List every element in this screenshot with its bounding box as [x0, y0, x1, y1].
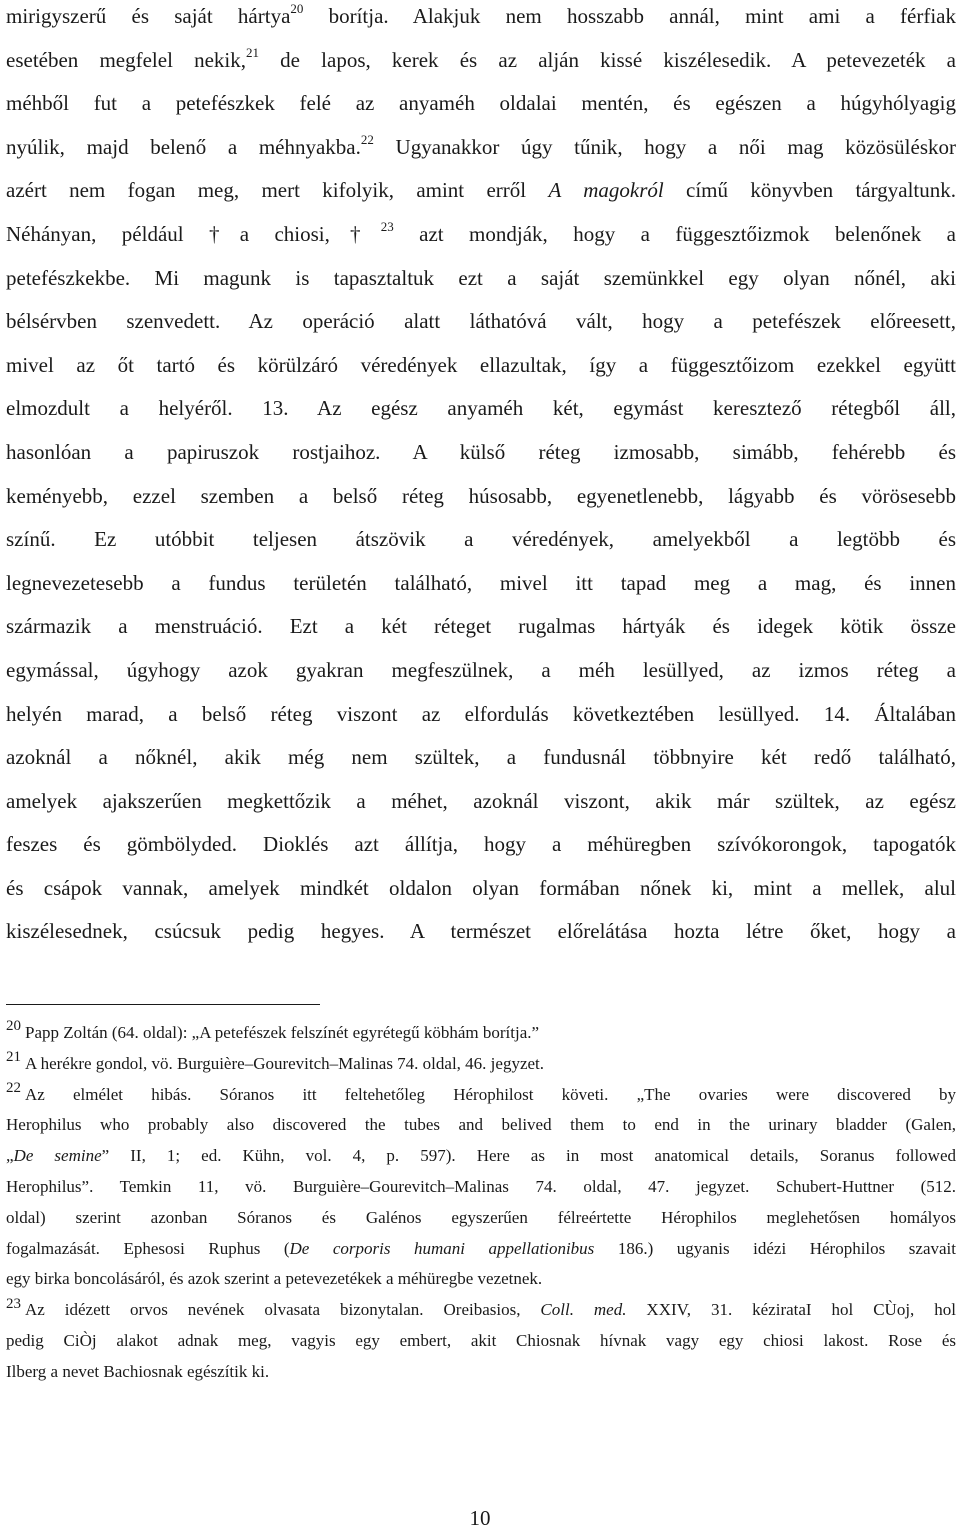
body-line [6, 693, 956, 737]
body-line [6, 605, 956, 649]
text-run: színű. Ez utóbbit teljesen átszövik a véredények, amelyekből a legtöbb és [6, 527, 956, 552]
text-run: Az elmélet hibás. Sóranos itt feltehetőleg Hérophilost követi. „The ovaries were discovered by [25, 1084, 956, 1104]
footnote-22 [6, 1080, 956, 1296]
footnote-line [6, 1203, 956, 1234]
body-line [6, 649, 956, 693]
text-run: A herékre gondol, vö. Burguière–Gourevitch–Malinas 74. oldal, 46. jegyzet. [25, 1053, 545, 1073]
text-run: nyúlik, majd belenő a méhnyakba. [6, 134, 361, 159]
body-line [6, 169, 956, 213]
body-line [6, 300, 956, 344]
text-run: Ilberg a nevet Bachiosnak egészítik ki. [6, 1361, 270, 1381]
footnote-reference: 20 [290, 1, 304, 16]
text-run: bélsérvben szenvedett. Az operáció alatt láthatóvá vált, hogy a petefészek előreesett, [6, 309, 956, 334]
document-page [6, 0, 956, 954]
body-line [6, 910, 956, 954]
body-line [6, 257, 956, 301]
italic-title: Coll. med. [540, 1300, 627, 1320]
footnote-reference: 22 [360, 131, 374, 147]
text-run: XXIV, 31. kézirataI hol CÙoj, hol [626, 1300, 956, 1320]
text-run: című könyvben tárgyaltunk. [663, 178, 956, 203]
footnote-reference: 21 [246, 44, 259, 60]
text-run: de lapos, kerek és az alján kissé kiszélesedik. A petevezeték a [259, 47, 956, 72]
body-line [6, 126, 956, 170]
body-line [6, 82, 956, 126]
text-run: legnevezetesebb a fundus területén található, mivel itt tapad meg a mag, és innen [6, 570, 956, 595]
text-run: elmozdult a helyéről. 13. Az egész anyaméh két, egymást keresztező rétegből áll, [6, 396, 956, 421]
text-run: mirigyszerű és saját hártya [6, 4, 291, 28]
footnote-line [6, 1326, 956, 1357]
text-run: amelyek ajakszerűen megkettőzik a méhet, azoknál viszont, akik már szültek, az egész [6, 788, 956, 813]
footnote-reference: 23 [380, 218, 394, 234]
text-run: azért nem fogan meg, mert kifolyik, amint erről [6, 178, 549, 203]
body-line [6, 0, 956, 39]
text-run: 186.) ugyanis idézi Hérophilos szavait [594, 1238, 956, 1258]
body-line [6, 867, 956, 911]
footnote-line [6, 1172, 956, 1203]
footnote-line [6, 1234, 956, 1265]
text-run: helyén marad, a belső réteg viszont az elfordulás következtében lesüllyed. 14. Általában [6, 701, 956, 726]
footnote-line [6, 1110, 956, 1141]
body-line [6, 213, 956, 257]
main-body-text [6, 0, 956, 954]
body-line [6, 387, 956, 431]
text-run: pedig CiÒj alakot adnak meg, vagyis egy embert, akit Chiosnak hívnak vagy egy chiosi lakost. Rose és [6, 1330, 956, 1350]
text-run: Az idézett orvos nevének olvasata bizonytalan. Oreibasios, [25, 1300, 541, 1320]
text-run: hasonlóan a papiruszok rostjaihoz. A külső réteg izmosabb, simább, fehérebb és [6, 439, 956, 464]
text-run: „ [6, 1146, 14, 1166]
text-run: Ugyanakkor úgy tűnik, hogy a női mag közösüléskor [373, 134, 956, 159]
body-line [6, 562, 956, 606]
footnotes [6, 1018, 956, 1388]
text-run: esetében megfelel nekik, [6, 47, 246, 72]
text-run: feszes és gömbölyded. Dioklés azt állítja, hogy a méhüregben szívókorongok, tapogatók [6, 832, 956, 857]
footnote-20 [6, 1018, 956, 1049]
text-run: és csápok vannak, amelyek mindkét oldalon olyan formában nőnek ki, mint a mellek, alul [6, 875, 956, 900]
footnote-line [6, 1264, 956, 1295]
text-run: borítja. Alakjuk nem hosszabb annál, mint ami a férfiak [303, 4, 957, 28]
text-run: azoknál a nőknél, akik még nem szültek, a fundusnál többnyire két redő található, [6, 745, 956, 770]
footnote-line [6, 1295, 956, 1326]
text-run: Néhányan, például †a chiosi,† [6, 221, 381, 246]
footnote-21 [6, 1049, 956, 1080]
text-run: ” II, 1; ed. Kühn, vol. 4, p. 597). Here as in most anatomical details, Soranus followed [101, 1146, 956, 1166]
text-run: egy birka boncolásáról, és azok szerint a petevezetékek a méhüregbe vezetnek. [6, 1269, 543, 1289]
footnote-number: 22 [6, 1079, 21, 1096]
text-run: azt mondják, hogy a függesztőizmok belenőnek a [393, 221, 956, 246]
text-run: Herophilus who probably also discovered the tubes and belived them to end in the urinary bladder (Galen, [6, 1115, 956, 1135]
text-run: keményebb, ezzel szemben a belső réteg húsosabb, egyenetlenebb, lágyabb és vörösesebb [6, 483, 956, 508]
text-run: Papp Zoltán (64. oldal): „A petefészek felszínét egyrétegű köbhám borítja.” [25, 1023, 540, 1042]
text-run: egymással, úgyhogy azok gyakran megfeszülnek, a méh lesüllyed, az izmos réteg a [6, 657, 956, 682]
text-run: Herophilus”. Temkin 11, vö. Burguière–Gourevitch–Malinas 74. oldal, 47. jegyzet. Schubert-Huttner (512. [6, 1176, 956, 1196]
body-line [6, 736, 956, 780]
footnote-number: 23 [6, 1295, 21, 1312]
text-run: származik a menstruáció. Ezt a két réteget rugalmas hártyák és idegek kötik össze [6, 614, 956, 639]
footnote-line [6, 1357, 956, 1388]
text-run: mivel az őt tartó és körülzáró véredények ellazultak, így a függesztőizom ezekkel együtt [6, 352, 956, 377]
italic-title: A magokról [548, 178, 664, 203]
text-run: oldal) szerint azonban Sóranos és Galénos egyszerűen félreértette Hérophilos meglehetősen homályos [6, 1207, 956, 1227]
text-run: méhből fut a petefészkek felé az anyaméh oldalai mentén, és egészen a húgyhólyagig [6, 91, 956, 116]
text-run: fogalmazását. Ephesosi Ruphus ( [6, 1238, 290, 1258]
body-line [6, 518, 956, 562]
body-line [6, 823, 956, 867]
footnote-number: 20 [6, 1018, 21, 1035]
body-line [6, 780, 956, 824]
italic-title: De corporis humani appellationibus [289, 1238, 595, 1258]
italic-title: De semine [13, 1146, 102, 1166]
footnote-line [6, 1080, 956, 1111]
text-run: petefészkekbe. Mi magunk is tapasztaltuk ezt a saját szemünkkel egy olyan nőnél, aki [6, 265, 956, 290]
body-line [6, 344, 956, 388]
footnote-separator [6, 1004, 320, 1005]
footnote-line [6, 1141, 956, 1172]
footnote-23 [6, 1295, 956, 1387]
body-line [6, 39, 956, 83]
footnote-line [6, 1049, 956, 1080]
body-line [6, 475, 956, 519]
page-number: 10 [469, 1506, 491, 1530]
body-line [6, 431, 956, 475]
footnote-number: 21 [6, 1049, 21, 1066]
text-run: kiszélesednek, csúcsuk pedig hegyes. A természet előrelátása hozta létre őket, hogy a [6, 919, 956, 944]
footnote-line [6, 1018, 956, 1049]
